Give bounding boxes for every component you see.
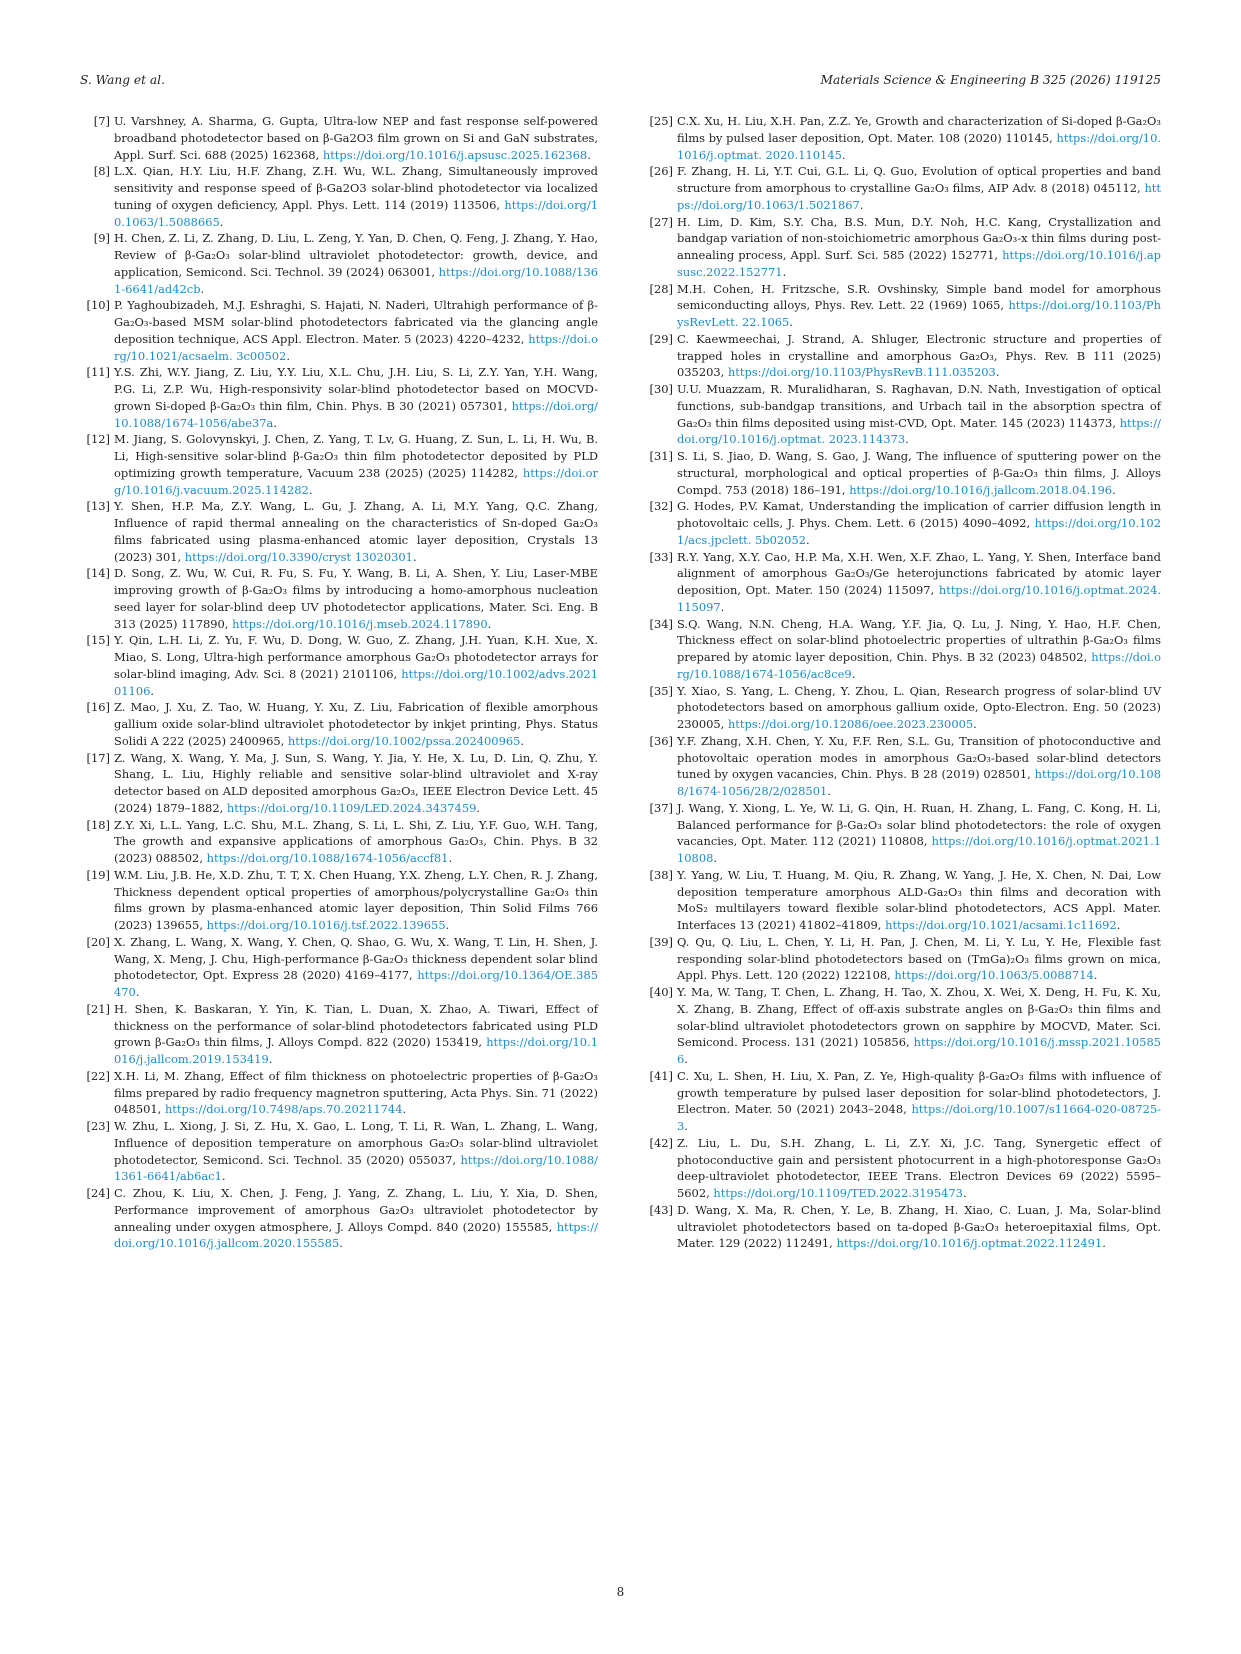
reference-doi-link[interactable]: https://doi.org/10.1016/j.apsusc.2022.152771: [677, 248, 1161, 279]
reference-item: [643, 498, 1161, 548]
reference-tail: .: [339, 1236, 343, 1251]
reference-doi-link[interactable]: https://doi.org/10.1109/TED.2022.3195473: [713, 1186, 963, 1200]
reference-tail: .: [973, 717, 977, 731]
reference-item: [643, 733, 1161, 800]
reference-number: [35]: [649, 683, 673, 698]
reference-number: [40]: [649, 985, 673, 999]
reference-number: [16]: [86, 700, 110, 715]
reference-text: H. Shen, K. Baskaran, Y. Yin, K. Tian, L. Duan, X. Zhao, A. Tiwari, Effect of thickness on the performance of solar-blind photodetectors fabricated using PLD grown β-Ga₂O₃ thin films, J. Alloys Compd. 822 (2020) 153419,: [114, 1001, 598, 1050]
reference-text: X. Zhang, L. Wang, X. Wang, Y. Chen, Q. Shao, G. Wu, X. Wang, T. Lin, H. Shen, J. Wang, X. Meng, J. Chu, High-performance β-Ga₂O₃ thickness dependent solar blind photodetector, Opt. Express 28 (2020) 4169–4177,: [114, 934, 598, 983]
reference-doi-link[interactable]: https://doi.org/10.1103/PhysRevLett. 22.1065: [677, 298, 1161, 329]
reference-item: [80, 431, 598, 498]
reference-item: [643, 214, 1161, 281]
reference-number: [34]: [649, 616, 673, 631]
reference-text: F. Zhang, H. Li, Y.T. Cui, G.L. Li, Q. Guo, Evolution of optical properties and band structure from amorphous to crystalline Ga₂O₃ films, AIP Adv. 8 (2018) 045112,: [677, 164, 1161, 195]
reference-text: C. Zhou, K. Liu, X. Chen, J. Feng, J. Yang, Z. Zhang, L. Liu, Y. Xia, D. Shen, Performance improvement of amorphous Ga₂O₃ ultraviolet photodetector by annealing under oxygen atmosphere, J. Alloys Compd. 840 (2020) 155585,: [114, 1186, 598, 1234]
reference-doi-link[interactable]: https://doi.org/10.1016/j.apsusc.2025.162368: [322, 147, 588, 162]
reference-tail: .: [308, 482, 313, 497]
reference-item: [80, 565, 598, 632]
reference-number: [14]: [86, 566, 110, 581]
reference-text: Y. Shen, H.P. Ma, Z.Y. Wang, L. Gu, J. Zhang, A. Li, M.Y. Yang, Q.C. Zhang, Influence of rapid thermal annealing on the characteristics of Sn-doped Ga₂O₃ films fabricated using plasma-enhanced atomic layer deposition, Crystals 13 (2023) 301,: [114, 499, 598, 564]
reference-number: [19]: [86, 867, 110, 882]
reference-item: [643, 381, 1161, 448]
reference-doi-link[interactable]: https://doi.org/10.1016/j.optmat.2024.115097: [677, 583, 1161, 614]
running-header-authors: S. Wang et al.: [80, 73, 165, 87]
reference-doi-link[interactable]: https://doi.org/10.3390/cryst 13020301: [184, 549, 413, 564]
reference-text: R.Y. Yang, X.Y. Cao, H.P. Ma, X.H. Wen, X.F. Zhao, L. Yang, Y. Shen, Interface band alignment of amorphous Ga₂O₃/Ge heterojunctions fabricated by atomic layer deposition, Opt. Mater. 150 (2024) 115097,: [677, 549, 1161, 597]
reference-number: [37]: [649, 800, 673, 815]
reference-text: Y. Qin, L.H. Li, Z. Yu, F. Wu, D. Dong, W. Guo, Z. Zhang, J.H. Yuan, K.H. Xue, X. Miao, S. Long, Ultra-high performance amorphous Ga₂O₃ photodetector arrays for solar-blind imaging, Adv. Sci. 8 (2021) 2101106,: [114, 633, 598, 681]
reference-tail: .: [684, 1052, 688, 1066]
reference-text: Z. Liu, L. Du, S.H. Zhang, L. Li, Z.Y. Xi, J.C. Tang, Synergetic effect of photoconductive gain and persistent photocurrent in a high-photoresponse Ga₂O₃ deep-ultraviolet photodetector, IEEE Trans. Electron Devices 69 (2022) 5595–5602,: [677, 1135, 1161, 1200]
reference-tail: .: [995, 365, 1000, 380]
reference-item: [80, 1118, 598, 1185]
reference-number: [20]: [86, 934, 110, 949]
reference-doi-link[interactable]: https://doi.org/10.1088/1361-6641/ad42cb: [114, 264, 598, 296]
reference-text: P. Yaghoubizadeh, M.J. Eshraghi, S. Hajati, N. Naderi, Ultrahigh performance of β-Ga₂O₃-based MSM solar-blind photodetectors fabricated via the glancing angle deposition technique, ACS Appl. Electron. Mater. 5 (2023) 4220–4232,: [114, 298, 598, 346]
reference-tail: .: [402, 1102, 407, 1117]
reference-text: H. Lim, D. Kim, S.Y. Cha, B.S. Mun, D.Y. Noh, H.C. Kang, Crystallization and bandgap variation of non-stoichiometric amorphous Ga₂O₃-x thin films during post-annealing process, Appl. Surf. Sci. 585 (2022) 152771,: [677, 214, 1161, 262]
reference-doi-link[interactable]: https://doi.org/10.1088/1674-1056/abe37a: [114, 398, 598, 430]
reference-item: [80, 699, 598, 749]
reference-item: [643, 1068, 1161, 1135]
reference-text: C. Xu, L. Shen, H. Liu, X. Pan, Z. Ye, High-quality β-Ga₂O₃ films with influence of growth temperature by pulsed laser deposition for solar-blind photodetectors, J. Electron. Mater. 50 (2021) 2043–2048,: [677, 1068, 1161, 1117]
reference-item: [80, 364, 598, 431]
reference-doi-link[interactable]: https://doi.org/10.1088/1674-1056/28/2/028501: [677, 767, 1161, 798]
reference-doi-link[interactable]: https://doi.org/10.1021/acsaelm. 3c00502: [114, 331, 598, 363]
reference-doi-link[interactable]: https://doi.org/10.1016/j.optmat. 2023.114373: [677, 415, 1161, 447]
reference-number: [13]: [86, 499, 110, 514]
reference-item: [80, 113, 598, 163]
reference-item: [80, 297, 598, 364]
reference-doi-link[interactable]: https://doi.org/10.1088/1361-6641/ab6ac1: [114, 1152, 598, 1184]
reference-text: Z. Wang, X. Wang, Y. Ma, J. Sun, S. Wang, Y. Jia, Y. He, X. Lu, D. Lin, Q. Zhu, Y. Shang, L. Liu, Highly reliable and sensitive solar-blind ultraviolet and X-ray detector based on ALD deposited amorphous Ga₂O₃, IEEE Electron Device Lett. 45 (2024) 1879–1882,: [114, 750, 598, 815]
reference-text: Y.S. Zhi, W.Y. Jiang, Z. Liu, Y.Y. Liu, X.L. Chu, J.H. Liu, S. Li, Z.Y. Yan, Y.H. Wang, P.G. Li, Z.P. Wu, High-responsivity solar-blind photodetector based on MOCVD-grown Si-doped β-Ga₂O₃ thin film, Chin. Phys. B 30 (2021) 057301,: [114, 365, 598, 413]
reference-number: [39]: [649, 934, 673, 949]
reference-item: [643, 934, 1161, 984]
reference-text: Q. Qu, Q. Liu, L. Chen, Y. Li, H. Pan, J. Chen, M. Li, Y. Lu, Y. He, Flexible fast responding solar-blind photodetectors based on (TmGa)₂O₃ films grown on mica, Appl. Phys. Lett. 120 (2022) 122108,: [677, 934, 1161, 983]
reference-tail: .: [684, 1119, 688, 1133]
reference-item: [80, 163, 598, 230]
page-number: 8: [616, 1585, 625, 1599]
reference-item: [80, 230, 598, 297]
reference-doi-link[interactable]: https://doi.org/10.12086/oee.2023.230005: [727, 717, 974, 731]
reference-number: [36]: [649, 733, 673, 748]
reference-text: J. Wang, Y. Xiong, L. Ye, W. Li, G. Qin, H. Ruan, H. Zhang, L. Fang, C. Kong, H. Li, Balanced performance for β-Ga₂O₃ solar blind photodetectors: the role of oxygen vacancies, Opt. Mater. 112 (2021) 110808,: [677, 800, 1161, 849]
reference-tail: .: [905, 432, 909, 447]
reference-tail: .: [713, 851, 718, 865]
reference-number: [27]: [649, 214, 673, 229]
reference-doi-link[interactable]: https://doi.org/10.1016/j.optmat.2022.112491: [836, 1236, 1103, 1251]
reference-tail: .: [1102, 1236, 1106, 1251]
reference-text: S. Li, S. Jiao, D. Wang, S. Gao, J. Wang, The influence of sputtering power on the structural, morphological and optical properties of β-Ga₂O₃ thin films, J. Alloys Compd. 753 (2018) 186–191,: [677, 449, 1161, 497]
reference-tail: .: [135, 985, 140, 999]
reference-doi-link[interactable]: https://doi.org/10.1016/j.jallcom.2019.153419: [114, 1035, 598, 1066]
reference-item: [80, 750, 598, 817]
reference-tail: .: [445, 918, 450, 932]
reference-tail: .: [587, 147, 591, 162]
reference-tail: .: [286, 348, 290, 363]
reference-number: [42]: [649, 1135, 673, 1150]
reference-item: [80, 632, 598, 699]
reference-doi-link[interactable]: https://doi.org/10.1002/pssa.202400965: [287, 733, 521, 748]
reference-number: [29]: [649, 331, 673, 346]
reference-tail: .: [1116, 918, 1121, 932]
reference-tail: .: [219, 214, 224, 229]
reference-number: [24]: [86, 1186, 110, 1200]
reference-doi-link[interactable]: https://doi.org/10.1016/j.jallcom.2018.04.196: [849, 482, 1113, 497]
reference-tail: .: [859, 197, 864, 212]
reference-text: U.U. Muazzam, R. Muralidharan, S. Raghavan, D.N. Nath, Investigation of optical functions, sub-bandgap transitions, and Urbach tail in the absorption spectra of Ga₂O₃ thin films deposited using mist-CVD, Opt. Mater. 145 (2023) 114373,: [677, 382, 1161, 430]
reference-number: [9]: [93, 231, 110, 246]
reference-doi-link[interactable]: https://doi.org/10.1016/j.optmat.2021.110808: [677, 834, 1161, 865]
reference-tail: .: [273, 415, 278, 430]
reference-tail: .: [962, 1186, 967, 1200]
reference-number: [18]: [86, 817, 110, 832]
reference-item: [80, 1068, 598, 1118]
reference-item: [80, 1001, 598, 1068]
reference-text: W.M. Liu, J.B. He, X.D. Zhu, T. T, X. Chen Huang, Y.X. Zheng, L.Y. Chen, R. J. Zhang, Thickness dependent optical properties of amorphous/polycrystalline Ga₂O₃ thin films grown by plasma-enhanced atomic layer deposition, Thin Solid Films 766 (2023) 139655,: [114, 867, 598, 932]
reference-number: [7]: [93, 114, 110, 128]
reference-tail: .: [827, 784, 831, 798]
reference-doi-link[interactable]: https://doi.org/10.1103/PhysRevB.111.035203: [727, 365, 996, 380]
reference-doi-link[interactable]: https://doi.org/10.1063/1.5021867: [677, 181, 1161, 212]
reference-text: Y. Ma, W. Tang, T. Chen, L. Zhang, H. Tao, X. Zhou, X. Wei, X. Deng, H. Fu, K. Xu, X. Zhang, B. Zhang, Effect of off-axis substrate angles on β-Ga₂O₃ thin films and solar-blind ultraviolet photodetectors grown on sapphire by MOCVD, Mater. Sci. Semicond. Process. 131 (2021) 105856,: [677, 985, 1161, 1050]
reference-tail: .: [841, 147, 846, 162]
reference-text: Y. Yang, W. Liu, T. Huang, M. Qiu, R. Zhang, W. Yang, J. He, X. Chen, N. Dai, Low deposition temperature amorphous ALD-Ga₂O₃ thin films and decoration with MoS₂ multilayers toward flexible solar-blind photodetectors, ACS Appl. Mater. Interfaces 13 (2021) 41802–41809,: [677, 867, 1161, 932]
reference-number: [25]: [649, 114, 673, 128]
reference-doi-link[interactable]: https://doi.org/10.1088/1674-1056/accf81: [206, 851, 449, 865]
reference-tail: .: [487, 616, 492, 631]
reference-item: [80, 1185, 598, 1252]
reference-number: [15]: [86, 633, 110, 648]
reference-tail: .: [782, 264, 787, 279]
reference-text: C.X. Xu, H. Liu, X.H. Pan, Z.Z. Ye, Growth and characterization of Si-doped β-Ga₂O₃ films by pulsed laser deposition, Opt. Mater. 108 (2020) 110145,: [677, 114, 1161, 145]
reference-number: [41]: [649, 1068, 673, 1083]
reference-number: [28]: [649, 281, 673, 296]
reference-item: [643, 984, 1161, 1068]
reference-item: [643, 867, 1161, 934]
reference-text: H. Chen, Z. Li, Z. Zhang, D. Liu, L. Zeng, Y. Yan, D. Chen, Q. Feng, J. Zhang, Y. Hao, Review of β-Ga₂O₃ solar-blind ultraviolet photodetector: growth, device, and application, Semicond. Sci. Technol. 39 (2024) 063001,: [114, 231, 598, 279]
reference-doi-link[interactable]: https://doi.org/10.1016/j.mseb.2024.117890: [232, 616, 488, 631]
reference-number: [12]: [86, 432, 110, 447]
reference-item: [643, 1135, 1161, 1202]
reference-tail: .: [448, 851, 453, 865]
reference-tail: .: [851, 666, 856, 681]
reference-tail: .: [412, 549, 417, 564]
reference-text: D. Wang, X. Ma, R. Chen, Y. Le, B. Zhang, H. Xiao, C. Luan, J. Ma, Solar-blind ultraviolet photodetectors based on ta-doped β-Ga₂O₃ heteroepitaxial films, Opt. Mater. 129 (2022) 112491,: [677, 1202, 1161, 1251]
reference-tail: .: [221, 1169, 226, 1184]
reference-item: [643, 683, 1161, 733]
reference-item: [80, 817, 598, 867]
reference-tail: .: [520, 733, 525, 748]
running-header-journal: Materials Science & Engineering B 325 (2026) 119125: [820, 73, 1161, 87]
reference-number: [21]: [86, 1001, 110, 1016]
reference-text: Y. Xiao, S. Yang, L. Cheng, Y. Zhou, L. Qian, Research progress of solar-blind UV photodetectors based on amorphous gallium oxide, Opto-Electron. Eng. 50 (2023) 230005,: [677, 683, 1161, 731]
reference-number: [22]: [86, 1068, 110, 1083]
reference-number: [11]: [86, 365, 110, 380]
reference-tail: .: [268, 1052, 273, 1066]
reference-doi-link[interactable]: https://doi.org/10.1007/s11664-020-08725-3: [677, 1102, 1161, 1133]
reference-item: [643, 616, 1161, 683]
reference-text: Z.Y. Xi, L.L. Yang, L.C. Shu, M.L. Zhang, S. Li, L. Shi, Z. Liu, Y.F. Guo, W.H. Tang, The growth and expansive applications of amorphous Ga₂O₃, Chin. Phys. B 32 (2023) 088502,: [114, 817, 598, 865]
reference-number: [31]: [649, 449, 673, 463]
reference-number: [8]: [93, 164, 110, 179]
reference-item: [80, 867, 598, 934]
reference-tail: .: [150, 683, 155, 698]
reference-doi-link[interactable]: https://doi.org/10.1002/advs.202101106: [114, 666, 598, 698]
reference-doi-link[interactable]: https://doi.org/10.1063/5.0088714: [894, 968, 1094, 983]
references-column-left: [80, 113, 598, 1252]
reference-text: Z. Mao, J. Xu, Z. Tao, W. Huang, Y. Xu, Z. Liu, Fabrication of flexible amorphous gallium oxide solar-blind ultraviolet photodetector by inkjet printing, Phys. Status Solidi A 222 (2025) 2400965,: [114, 700, 598, 748]
reference-item: [80, 934, 598, 1001]
reference-tail: .: [1112, 482, 1116, 497]
reference-tail: .: [720, 599, 725, 614]
reference-doi-link[interactable]: https://doi.org/10.1021/acs.jpclett. 5b02052: [677, 516, 1161, 547]
reference-item: [643, 113, 1161, 163]
reference-text: X.H. Li, M. Zhang, Effect of film thickness on photoelectric properties of β-Ga₂O₃ films prepared by radio frequency magnetron sputtering, Acta Phys. Sin. 71 (2022) 048501,: [114, 1068, 598, 1117]
reference-number: [38]: [649, 867, 673, 882]
reference-number: [43]: [649, 1202, 673, 1217]
reference-tail: .: [200, 281, 205, 296]
reference-item: [643, 331, 1161, 381]
reference-text: Y.F. Zhang, X.H. Chen, Y. Xu, F.F. Ren, S.L. Gu, Transition of photoconductive and photovoltaic operation modes in amorphous Ga₂O₃-based solar-blind detectors tuned by oxygen vacancies, Chin. Phys. B 28 (2019) 028501,: [677, 733, 1161, 782]
reference-doi-link[interactable]: https://doi.org/10.1021/acsami.1c11692: [885, 918, 1117, 932]
reference-number: [30]: [649, 382, 673, 396]
reference-text: M.H. Cohen, H. Fritzsche, S.R. Ovshinsky, Simple band model for amorphous semiconducting alloys, Phys. Rev. Lett. 22 (1969) 1065,: [677, 281, 1161, 313]
reference-number: [17]: [86, 750, 110, 765]
reference-number: [23]: [86, 1119, 110, 1133]
reference-doi-link[interactable]: https://doi.org/10.1016/j.jallcom.2020.155585: [114, 1219, 598, 1251]
reference-doi-link[interactable]: https://doi.org/10.1088/1674-1056/ac8ce9: [677, 650, 1161, 681]
reference-item: [643, 1202, 1161, 1252]
reference-doi-link[interactable]: https://doi.org/10.1109/LED.2024.3437459: [226, 800, 477, 815]
reference-item: [643, 163, 1161, 213]
reference-text: L.X. Qian, H.Y. Liu, H.F. Zhang, Z.H. Wu, W.L. Zhang, Simultaneously improved sensitivity and response speed of β-Ga2O3 solar-blind photodetector via localized tuning of oxygen deficiency, Appl. Phys. Lett. 114 (2019) 113506,: [114, 164, 598, 212]
reference-tail: .: [806, 532, 810, 547]
reference-tail: .: [789, 315, 793, 329]
reference-tail: .: [476, 800, 481, 815]
reference-text: S.Q. Wang, N.N. Cheng, H.A. Wang, Y.F. Jia, Q. Lu, J. Ning, Y. Hao, H.F. Chen, Thickness effect on solar-blind photoelectric properties of ultrathin β-Ga₂O₃ films prepared by atomic layer deposition, Chin. Phys. B 32 (2023) 048502,: [677, 616, 1161, 664]
reference-doi-link[interactable]: https://doi.org/10.1364/OE.385470: [114, 968, 598, 999]
reference-text: D. Song, Z. Wu, W. Cui, R. Fu, S. Fu, Y. Wang, B. Li, A. Shen, Y. Liu, Laser-MBE improving growth of β-Ga₂O₃ films by introducing a homo-amorphous nucleation seed layer for solar-blind deep UV photodetector applications, Mater. Sci. Eng. B 313 (2025) 117890,: [114, 566, 598, 631]
reference-text: C. Kaewmeechai, J. Strand, A. Shluger, Electronic structure and properties of trapped holes in crystalline and amorphous Ga₂O₃, Phys. Rev. B 111 (2025) 035203,: [677, 331, 1161, 380]
reference-doi-link[interactable]: https://doi.org/10.1016/j.vacuum.2025.114282: [114, 465, 598, 497]
reference-text: G. Hodes, P.V. Kamat, Understanding the implication of carrier diffusion length in photovoltaic cells, J. Phys. Chem. Lett. 6 (2015) 4090–4092,: [677, 499, 1161, 530]
reference-text: W. Zhu, L. Xiong, J. Si, Z. Hu, X. Gao, L. Long, T. Li, R. Wan, L. Zhang, L. Wang, Influence of deposition temperature on amorphous Ga₂O₃ solar-blind ultraviolet photodetector, Semicond. Sci. Technol. 35 (2020) 055037,: [114, 1119, 598, 1167]
reference-number: [32]: [649, 499, 673, 514]
reference-item: [643, 281, 1161, 331]
reference-number: [10]: [86, 298, 110, 313]
reference-text: M. Jiang, S. Golovynskyi, J. Chen, Z. Yang, T. Lv, G. Huang, Z. Sun, L. Li, H. Wu, B. Li, High-sensitive solar-blind β-Ga₂O₃ thin film photodetector deposited by PLD optimizing growth temperature, Vacuum 238 (2025) (2025) 114282,: [114, 432, 598, 480]
reference-doi-link[interactable]: https://doi.org/10.1016/j.tsf.2022.139655: [206, 918, 446, 932]
reference-doi-link[interactable]: https://doi.org/10.1016/j.optmat. 2020.110145: [677, 130, 1161, 162]
reference-item: [643, 800, 1161, 867]
reference-number: [26]: [649, 164, 673, 179]
reference-doi-link[interactable]: https://doi.org/10.1063/1.5088665: [114, 197, 598, 229]
reference-text: U. Varshney, A. Sharma, G. Gupta, Ultra-low NEP and fast response self-powered broadband photodetector based on β-Ga2O3 film grown on Si and GaN substrates, Appl. Surf. Sci. 688 (2025) 162368,: [114, 114, 598, 162]
reference-number: [33]: [649, 549, 673, 564]
reference-item: [80, 498, 598, 565]
reference-item: [643, 448, 1161, 498]
reference-tail: .: [1093, 968, 1098, 983]
reference-doi-link[interactable]: https://doi.org/10.1016/j.mssp.2021.105856: [677, 1035, 1161, 1066]
reference-doi-link[interactable]: https://doi.org/10.7498/aps.70.20211744: [164, 1102, 403, 1117]
reference-item: [643, 549, 1161, 616]
references-column-right: [643, 113, 1161, 1252]
